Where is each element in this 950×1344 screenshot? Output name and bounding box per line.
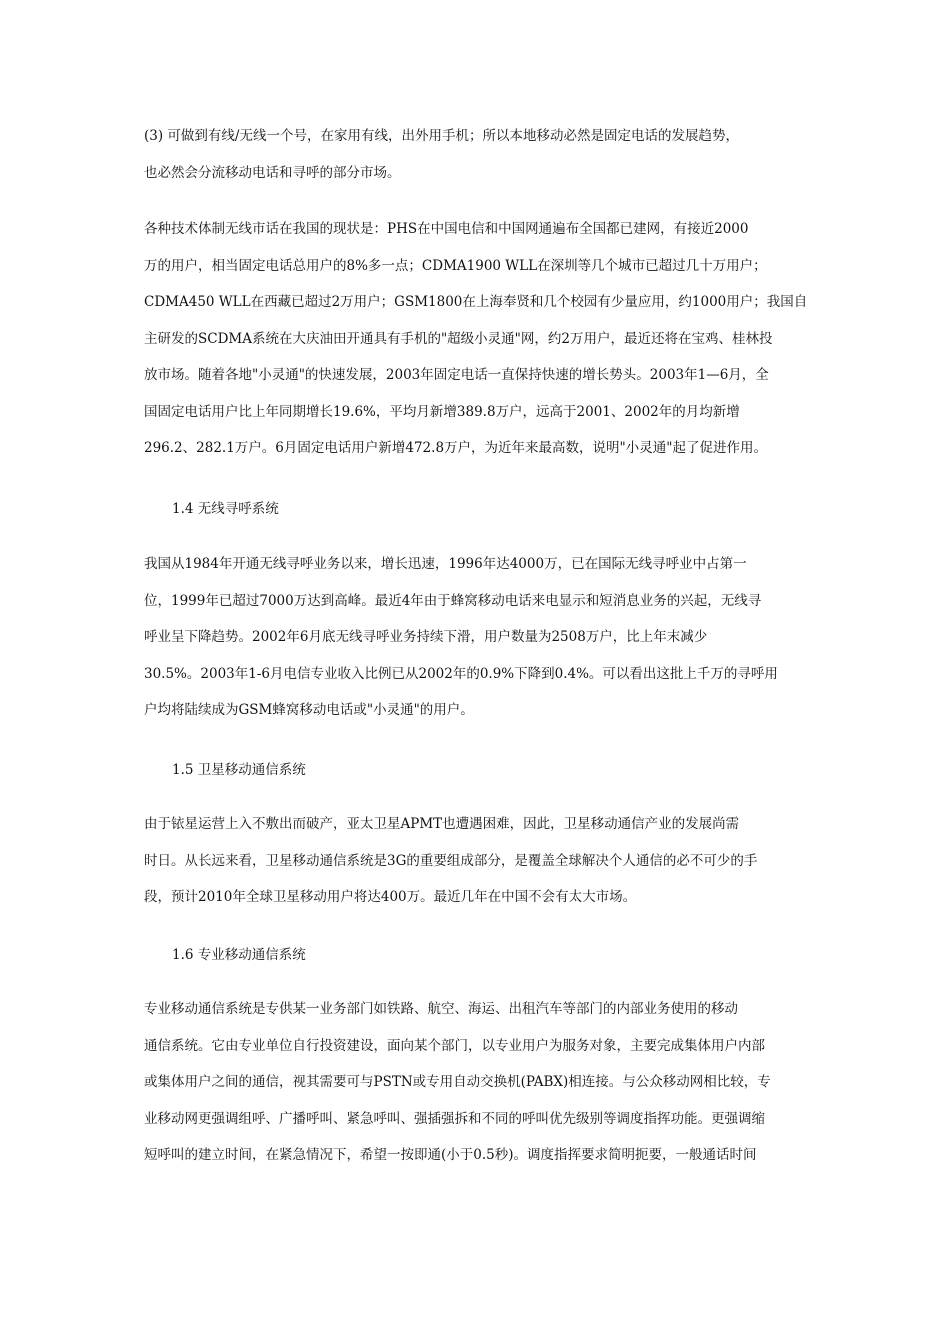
text-line: CDMA450 WLL在西藏已超过2万用户；GSM1800在上海奉贤和几个校园有少量应用，约1000用户；我国自 [144, 294, 808, 310]
text-line: 万的用户，相当固定电话总用户的8%多一点；CDMA1900 WLL在深圳等几个城市已超过几十万用户； [144, 257, 767, 274]
text-line: 通信系统。它由专业单位自行投资建设，面向某个部门，以专业用户为服务对象，主要完成集体用户内部 [144, 1037, 765, 1054]
text-line: 各种技术体制无线市话在我国的现状是：PHS在中国电信和中国网通遍布全国都已建网，有接近2000 [144, 221, 749, 237]
text-line: 呼业呈下降趋势。2002年6月底无线寻呼业务持续下滑，用户数量为2508万户，比上年末减少 [144, 629, 708, 645]
text-line: 国固定电话用户比上年同期增长19.6%，平均月新增389.8万户，远高于2001、2002年的月均新增 [144, 403, 740, 420]
paragraph-wireless-local-status [144, 211, 810, 467]
text-line: 户均将陆续成为GSM蜂窝移动电话或"小灵通"的用户。 [144, 702, 474, 718]
text-line: 短呼叫的建立时间，在紧急情况下，希望一按即通(小于0.5秒)。调度指挥要求简明扼要，一般通话时间 [144, 1147, 757, 1163]
text-line: 30.5%。2003年1-6月电信专业收入比例已从2002年的0.9%下降到0.4%。可以看出这批上千万的寻呼用 [144, 665, 778, 682]
text-line: 由于铱星运营上入不敷出而破产，亚太卫星APMT也遭遇困难，因此，卫星移动通信产业的发展尚需 [144, 816, 740, 832]
paragraph-satellite-mobile [144, 806, 810, 916]
text-line: 296.2、282.1万户。6月固定电话用户新增472.8万户，为近年来最高数，说明"小灵通"起了促进作用。 [144, 440, 767, 456]
text-line: (3) 可做到有线/无线一个号，在家用有线，出外用手机；所以本地移动必然是固定电话的发展趋势， [144, 128, 739, 144]
text-line: 我国从1984年开通无线寻呼业务以来，增长迅速，1996年达4000万，已在国际无线寻呼业中占第一 [144, 556, 747, 572]
paragraph-local-mobile-trend [144, 118, 810, 191]
text-line: 放市场。随着各地"小灵通"的快速发展，2003年固定电话一直保持快速的增长势头。2003年1—6月，全 [144, 367, 769, 383]
text-line: 或集体用户之间的通信，视其需要可与PSTN或专用自动交换机(PABX)相连接。与公众移动网相比较，专 [144, 1074, 771, 1090]
text-line: 段，预计2010年全球卫星移动用户将达400万。最近几年在中国不会有太大市场。 [144, 889, 637, 905]
text-line: 也必然会分流移动电话和寻呼的部分市场。 [144, 164, 401, 181]
text-line: 专业移动通信系统是专供某一业务部门如铁路、航空、海运、出租汽车等部门的内部业务使用的移动 [144, 1001, 738, 1017]
text-line: 位，1999年已超过7000万达到高峰。最近4年由于蜂窝移动电话来电显示和短消息业务的兴起，无线寻 [144, 592, 762, 609]
paragraph-paging-system [144, 546, 810, 729]
text-line: 业移动网更强调组呼、广播呼叫、紧急呼叫、强插强拆和不同的呼叫优先级别等调度指挥功能。更强调缩 [144, 1110, 765, 1127]
section-heading-1-6: 1.6 专业移动通信系统 [172, 947, 306, 963]
text-line: 时日。从长远来看，卫星移动通信系统是3G的重要组成部分，是覆盖全球解决个人通信的必不可少的手 [144, 852, 758, 869]
section-heading-1-4: 1.4 无线寻呼系统 [172, 501, 279, 517]
text-line: 主研发的SCDMA系统在大庆油田开通具有手机的"超级小灵通"网，约2万用户，最近还将在宝鸡、桂林投 [144, 330, 773, 347]
paragraph-private-mobile [144, 991, 810, 1174]
section-heading-1-5: 1.5 卫星移动通信系统 [172, 762, 306, 778]
